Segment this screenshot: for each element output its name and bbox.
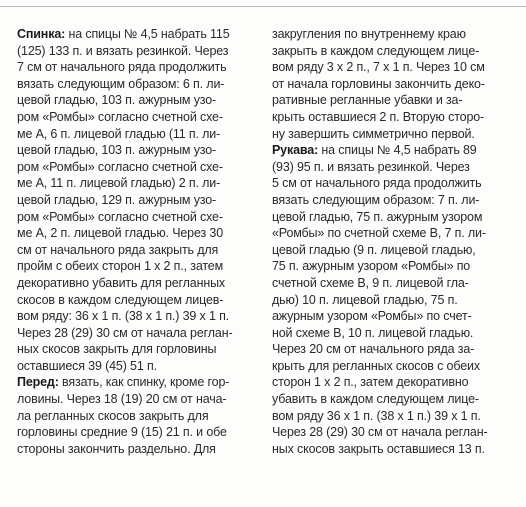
- right-column-line: [272, 358, 512, 375]
- paragraph-text: ром «Ромбы» согласно счетной схе-: [17, 159, 223, 174]
- right-column-line: [272, 76, 512, 93]
- paragraph-text: см от начального ряда закрыть для: [17, 242, 219, 257]
- paragraph-text: ром «Ромбы» согласно счетной схе-: [17, 209, 223, 224]
- left-column-line: [17, 424, 253, 441]
- paragraph-text: вязать, как спинку, кроме гор-: [58, 375, 230, 390]
- right-column-line: [272, 374, 512, 391]
- paragraph-text: ловины. Через 18 (19) 20 см от нача-: [17, 392, 227, 407]
- left-column-line: [17, 209, 253, 226]
- right-column-line: [272, 292, 512, 309]
- paragraph-text: ных скосов закрыть оставшиеся 13 п.: [272, 441, 485, 456]
- right-column-line: [272, 424, 512, 441]
- paragraph-text: вом ряду: 36 х 1 п. (38 х 1 п.) 39 х 1 п.: [17, 309, 230, 324]
- right-column-line: [272, 142, 512, 159]
- left-column-line: [17, 391, 253, 408]
- top-divider: [0, 6, 526, 7]
- left-column-line: [17, 225, 253, 242]
- paragraph-text: цевой гладью, 75 п. ажурным узором: [272, 209, 483, 224]
- right-text-column: [272, 26, 512, 457]
- paragraph-text: 5 см от начального ряда продолжить: [272, 176, 482, 191]
- right-column-line: [272, 325, 512, 342]
- paragraph-text: (93) 95 п. и вязать резинкой. Через: [272, 159, 470, 174]
- paragraph-text: убавить в каждом следующем лице-: [272, 392, 479, 407]
- paragraph-text: ме А, 11 п. лицевой гладью) 2 п. ли-: [17, 176, 221, 191]
- paragraph-text: цевой гладью, 103 п. ажурным узо-: [17, 93, 217, 108]
- paragraph-text: цевой гладью (9 п. лицевой гладью,: [272, 242, 476, 257]
- right-column-line: [272, 391, 512, 408]
- paragraph-text: Через 28 (29) 30 см от начала реглан-: [272, 425, 488, 440]
- section-heading: Спинка:: [17, 27, 66, 41]
- left-column-line: [17, 159, 253, 176]
- paragraph-text: ме А, 2 п. лицевой гладью. Через 30: [17, 226, 224, 241]
- paragraph-text: счетной схеме В, 9 п. лицевой гла-: [272, 275, 469, 290]
- right-column-line: [272, 109, 512, 126]
- paragraph-text: пройм с обеих сторон 1 х 2 п., затем: [17, 259, 224, 274]
- right-column-line: [272, 209, 512, 226]
- paragraph-text: «Ромбы» по счетной схеме В, 7 п. ли-: [272, 226, 486, 241]
- left-column-line: [17, 242, 253, 259]
- paragraph-text: вязать следующим образом: 7 п. ли-: [272, 192, 480, 207]
- left-column-line: [17, 408, 253, 425]
- right-column-line: [272, 225, 512, 242]
- right-column-line: [272, 242, 512, 259]
- left-column-line: [17, 358, 253, 375]
- paragraph-text: 75 п. ажурным узором «Ромбы» по: [272, 259, 471, 274]
- right-column-line: [272, 441, 512, 458]
- left-column-line: [17, 258, 253, 275]
- paragraph-text: ром «Ромбы» согласно счетной схе-: [17, 109, 223, 124]
- left-column-line: [17, 341, 253, 358]
- left-column-line: [17, 275, 253, 292]
- paragraph-text: ну завершить симметрично первой.: [272, 126, 475, 141]
- left-column-line: [17, 92, 253, 109]
- right-column-line: [272, 175, 512, 192]
- section-heading: Рукава:: [272, 143, 319, 158]
- section-heading: Перед:: [17, 375, 59, 390]
- left-text-column: [17, 26, 253, 457]
- paragraph-text: цевой гладью, 103 п. ажурным узо-: [17, 143, 217, 158]
- paragraph-text: закругления по внутреннему краю: [272, 27, 466, 41]
- paragraph-text: на спицы № 4,5 набрать 115: [65, 27, 230, 41]
- paragraph-text: крыть оставшиеся 2 п. Вторую сторо-: [272, 109, 485, 124]
- paragraph-text: (125) 133 п. и вязать резинкой. Через: [17, 43, 229, 58]
- paragraph-text: сторон 1 х 2 п., затем декоративно: [272, 375, 469, 390]
- left-column-line: [17, 109, 253, 126]
- left-column-line: [17, 308, 253, 325]
- paragraph-text: скосов в каждом следующем лицев-: [17, 292, 224, 307]
- left-column-line: [17, 43, 253, 60]
- paragraph-text: ной схеме В, 10 п. лицевой гладью.: [272, 325, 474, 340]
- left-column-line: [17, 142, 253, 159]
- paragraph-text: вом ряду 3 х 2 п., 7 х 1 п. Через 10 см: [272, 60, 485, 75]
- right-column-line: [272, 192, 512, 209]
- right-column-line: [272, 26, 512, 43]
- paragraph-text: Через 28 (29) 30 см от начала реглан-: [17, 325, 233, 340]
- paragraph-text: ративные регланные убавки и за-: [272, 93, 463, 108]
- paragraph-text: горловины средние 9 (15) 21 п. и обе: [17, 425, 227, 440]
- right-column-line: [272, 126, 512, 143]
- right-column-line: [272, 59, 512, 76]
- paragraph-text: вом ряду 36 х 1 п. (38 х 1 п.) 39 х 1 п.: [272, 408, 481, 423]
- paragraph-text: вязать следующим образом: 6 п. ли-: [17, 76, 225, 91]
- left-column-line: [17, 374, 253, 391]
- left-column-line: [17, 126, 253, 143]
- left-column-line: [17, 59, 253, 76]
- right-column-line: [272, 43, 512, 60]
- left-column-line: [17, 441, 253, 458]
- right-column-line: [272, 308, 512, 325]
- paragraph-text: крыть для регланных скосов с обеих: [272, 358, 480, 373]
- paragraph-text: Через 20 см от начального ряда за-: [272, 342, 475, 357]
- left-column-line: [17, 292, 253, 309]
- paragraph-text: дью) 10 п. лицевой гладью, 75 п.: [272, 292, 458, 307]
- paragraph-text: 7 см от начального ряда продолжить: [17, 60, 227, 75]
- paragraph-text: закрыть в каждом следующем лице-: [272, 43, 480, 58]
- paragraph-text: ных скосов закрыть для горловины: [17, 342, 217, 357]
- right-column-line: [272, 258, 512, 275]
- left-column-line: [17, 192, 253, 209]
- paragraph-text: декоративно убавить для регланных: [17, 275, 226, 290]
- paragraph-text: ажурным узором «Ромбы» по счет-: [272, 309, 472, 324]
- paragraph-text: от начала горловины закончить деко-: [272, 76, 485, 91]
- paragraph-text: на спицы № 4,5 набрать 89: [318, 143, 477, 158]
- paragraph-text: оставшиеся 39 (45) 51 п.: [17, 358, 157, 373]
- right-column-line: [272, 408, 512, 425]
- right-column-line: [272, 341, 512, 358]
- paragraph-text: ме А, 6 п. лицевой гладью (11 п. ли-: [17, 126, 221, 141]
- left-column-line: [17, 175, 253, 192]
- left-column-line: [17, 76, 253, 93]
- right-column-line: [272, 275, 512, 292]
- paragraph-text: стороны закончить раздельно. Для: [17, 441, 216, 456]
- left-column-line: [17, 26, 253, 43]
- right-column-line: [272, 92, 512, 109]
- left-column-line: [17, 325, 253, 342]
- right-column-line: [272, 159, 512, 176]
- paragraph-text: ла регланных скосов закрыть для: [17, 408, 209, 423]
- paragraph-text: цевой гладью, 129 п. ажурным узо-: [17, 192, 217, 207]
